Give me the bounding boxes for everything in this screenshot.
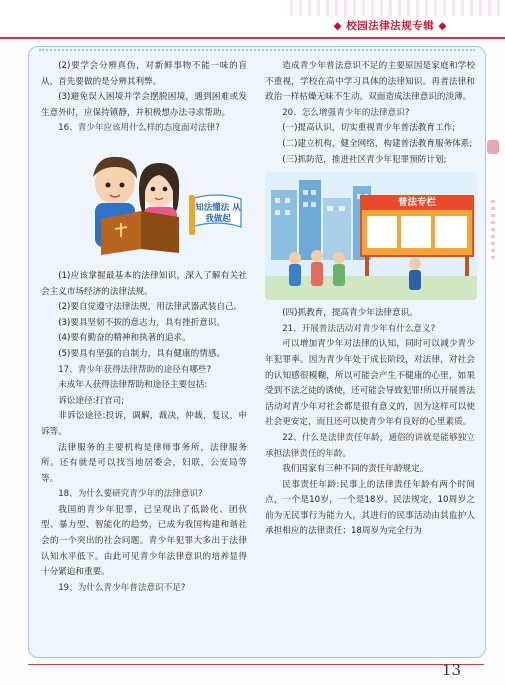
paragraph: (5)要具有坚强的自制力，具有健康的情感。 bbox=[58, 348, 226, 359]
right-column bbox=[265, 59, 475, 540]
paragraph: 造成青少年普法意识不足的主要原因是家庭和学校不重视，学校在高中学习具体的法律知识。再者法律和政治一样枯燥无味不生动。双面造成法律意识的淡薄。 bbox=[265, 61, 475, 103]
paragraph: 可以增加青少年对法律的认知，同时可以减少青少年犯罪率。因为青少年处于成长阶段，对法律，对社会的认知感很模糊，所以可能会产生不健康的心里，如果受到不法之徒的诱使，还可能会导致犯罪!所以开展普法活动对青少年对社会都是很有意义的，因为这样可以使社会更安定，而且还可以使青少年有良好的心里素质。 bbox=[265, 339, 475, 428]
banner-text: 知法懂法 从我做起 bbox=[195, 202, 241, 224]
paragraph: 我们国家有三种不同的责任年龄规定。 bbox=[282, 464, 429, 475]
paragraph: 诉讼途径:打官司; bbox=[58, 395, 125, 406]
side-decoration-tab bbox=[487, 140, 499, 154]
paragraph: (2)要学会分辨真伪，对新鲜事物不能一味的盲从，首先要做的是分辨其利弊。 bbox=[41, 61, 247, 87]
side-decoration-stripes bbox=[491, 200, 495, 260]
content-panel bbox=[28, 46, 486, 658]
question-heading: 22、什么是法律责任年龄，通俗的讲就是能够独立承担法律责任的年龄。 bbox=[265, 432, 475, 459]
paragraph: 民事责任年龄:民事上的法律责任年龄有两个时间点，一个是10岁，一个是18岁。民法规定，10周岁之前为无民事行为能力人，其进行的民事活动由其监护人承担相应的法律责任；18周岁为完全行为 bbox=[265, 479, 475, 537]
children-reading-illustration bbox=[41, 141, 247, 263]
paragraph: (一)提高认识，切实重视青少年普法教育工作; bbox=[282, 123, 456, 134]
paragraph: (3)避免误入困境并学会摆脱困境，遇到困难或发生意外时，应保持镇静，并积极想办法寻求帮助。 bbox=[41, 92, 247, 118]
header-divider bbox=[0, 37, 505, 39]
board-title: 普法专栏 bbox=[397, 197, 436, 209]
left-column bbox=[41, 59, 247, 596]
paragraph: (二)建立机构，健全网络，构建普法教育服务体系; bbox=[282, 138, 473, 149]
question-heading: 20、怎么增强青少年的法律意识? bbox=[282, 107, 410, 118]
paragraph: (四)抓教育，提高青少年法律意识。 bbox=[282, 308, 418, 319]
footer-divider bbox=[28, 664, 484, 665]
community-board-illustration bbox=[265, 172, 477, 300]
page-number: 13 bbox=[441, 661, 461, 679]
paragraph: (3)要具坚韧不拔的意志力，具有挫折意识。 bbox=[58, 317, 226, 328]
header-decoration bbox=[290, 0, 505, 16]
paragraph: 法律服务的主要机构是律师事务所，法律服务所。还有就是可以找当地居委会，妇联，公安局等等。 bbox=[41, 442, 247, 484]
paragraph: (1)应该掌握最基本的法律知识，深入了解有关社会主义市场经济的法律法规。 bbox=[41, 270, 247, 297]
question-heading: 17、青少年获得法律帮助的途径有哪些? bbox=[58, 364, 212, 375]
panel-top-dots bbox=[39, 49, 475, 55]
paragraph: (2)要自觉遵守法律法规，用法律武器武装自己。 bbox=[58, 302, 243, 313]
question-heading: 19、为什么青少年普法意识不足? bbox=[58, 582, 186, 593]
paragraph: 我国的青少年犯罪，已呈现出了低龄化、团伙型、暴力型、智能化的趋势，已成为我国构建和谐社会的一个突出的社会问题。青少年犯罪大多出于法律认知水平低下。由此可见青少年法律意识的培养显得十分紧迫和重要。 bbox=[41, 504, 247, 578]
question-heading: 16、青少年应该用什么样的态度面对法律? bbox=[58, 123, 220, 134]
header-title: ◆ 校园法律法规专辑 ◆ bbox=[333, 20, 447, 32]
paragraph: (三)抓防范，推进社区青少年犯罪预防计划; bbox=[282, 154, 447, 165]
paragraph: 非诉讼途径:投诉，调解，裁决，仲裁，复议，申诉等。 bbox=[41, 411, 247, 437]
header-band bbox=[0, 0, 505, 40]
question-heading: 21、开展普法活动对青少年有什么意义? bbox=[282, 323, 436, 334]
question-heading: 18、为什么要研究青少年的法律意识? bbox=[58, 489, 203, 500]
paragraph: 未成年人获得法律帮助和途径主要包括: bbox=[58, 380, 208, 391]
paragraph: (4)要有勤奋的精神和执著的追求。 bbox=[58, 333, 191, 344]
